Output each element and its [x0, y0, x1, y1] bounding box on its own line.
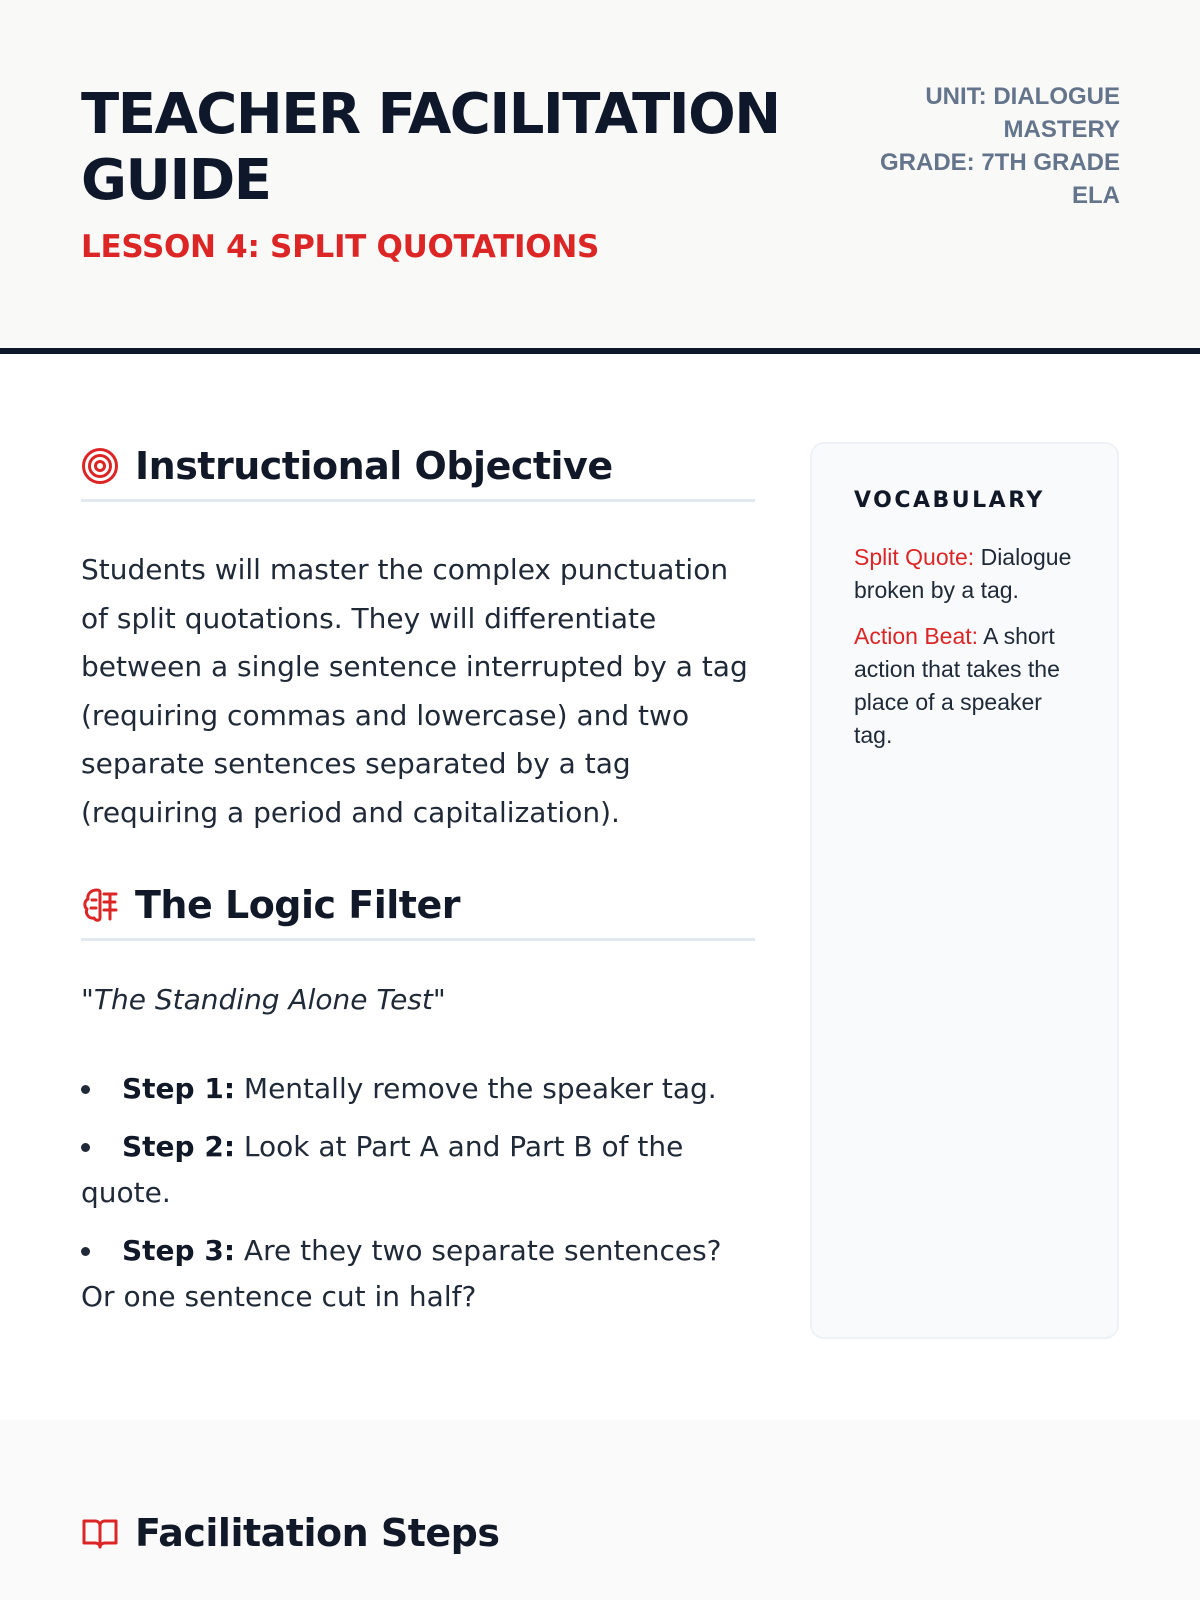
bullet-dot [81, 1247, 90, 1256]
facilitation-section [0, 1420, 1200, 1600]
bullet-dot [81, 1085, 90, 1094]
vocab-definition: Dialogue broken by a tag. [854, 544, 1072, 603]
page-header [0, 0, 1200, 354]
logic-quote: "The Standing Alone Test" [81, 983, 446, 1016]
vocab-definition: A short action that takes the place of a speaker tag. [854, 623, 1060, 748]
objective-heading-row [81, 432, 755, 502]
facilitation-heading-row [81, 1506, 500, 1560]
step-text: Mentally remove the speaker tag. [235, 1072, 717, 1105]
vocabulary-card [810, 442, 1119, 1339]
vocabulary-list [854, 541, 1075, 752]
target-icon [81, 447, 119, 485]
bullet-dot [81, 1143, 90, 1152]
lesson-subtitle: LESSON 4: SPLIT QUOTATIONS [81, 229, 600, 265]
vocab-term: Action Beat: [854, 623, 979, 649]
unit-meta [880, 80, 1120, 212]
step-label: Step 3: [122, 1234, 236, 1267]
logic-heading-row [81, 871, 755, 941]
vocab-item-action-beat [854, 620, 1075, 752]
main-content [81, 432, 755, 1332]
grade-label: GRADE: 7TH GRADE ELA [880, 149, 1121, 209]
list-item [81, 1124, 755, 1216]
vocab-term: Split Quote: [854, 544, 975, 570]
page-title: TEACHER FACILITATION GUIDE [81, 82, 780, 213]
step-label: Step 2: [122, 1130, 236, 1163]
unit-label: UNIT: DIALOGUE MASTERY [925, 83, 1120, 143]
facilitation-heading: Facilitation Steps [135, 1511, 500, 1555]
logic-heading: The Logic Filter [135, 882, 460, 927]
list-item [81, 1066, 755, 1112]
vocabulary-heading: VOCABULARY [854, 488, 1045, 513]
objective-text: Students will master the complex punctuation of split quotations. They will differentiate between a single sentence interrupted by a tag (requiring commas and lowercase) and two separate sentences separated by a tag (requiring a period and capitalization). [81, 553, 748, 829]
brain-icon [81, 886, 119, 924]
objective-heading: Instructional Objective [135, 443, 613, 488]
step-text: Are they two separate sentences? Or one sentence cut in half? [81, 1234, 722, 1313]
steps-list [81, 1066, 755, 1320]
vocab-item-split-quote [854, 541, 1075, 607]
step-label: Step 1: [122, 1072, 236, 1105]
list-item [81, 1228, 755, 1320]
book-open-icon [81, 1514, 119, 1552]
step-text: Look at Part A and Part B of the quote. [81, 1130, 684, 1209]
